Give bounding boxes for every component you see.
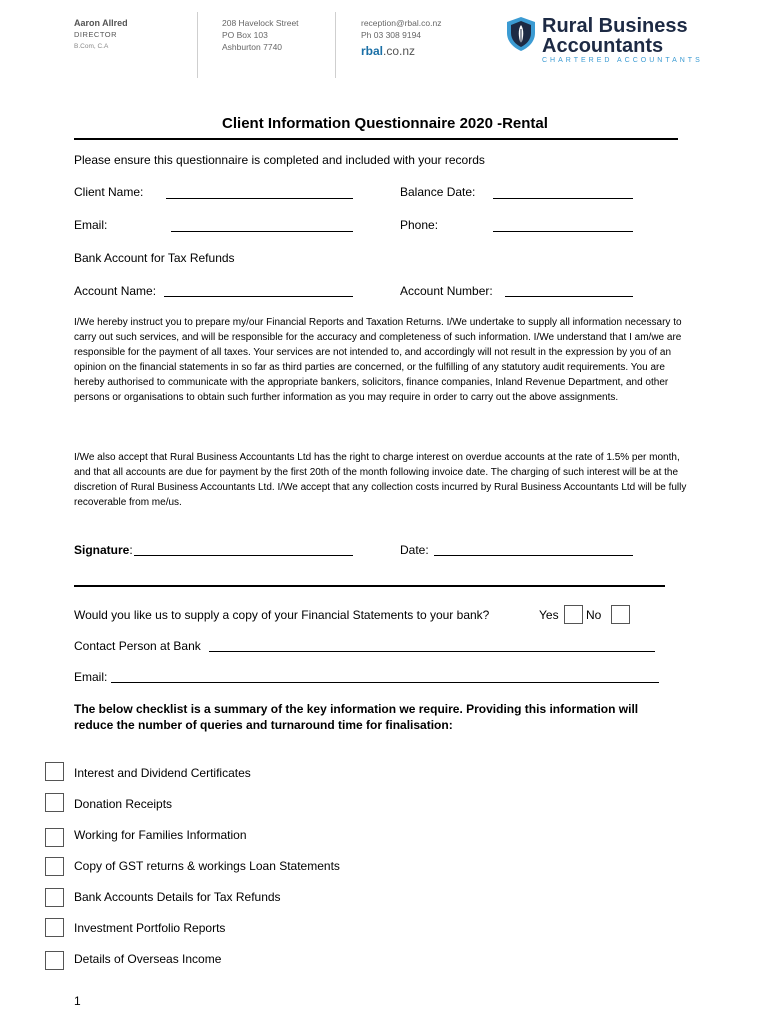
signature-label-wrap: Signature: [74, 543, 133, 557]
website-bold: rbal [361, 44, 384, 58]
signature-label: Signature [74, 543, 130, 557]
director-credentials: B.Com, C.A [74, 43, 109, 50]
checklist-checkbox[interactable] [45, 762, 64, 781]
page-number: 1 [74, 994, 81, 1008]
checklist-item: Copy of GST returns & workings Loan Statements [74, 859, 340, 873]
checklist-item: Donation Receipts [74, 797, 173, 811]
address-line-1: 208 Havelock Street [222, 18, 299, 28]
balance-date-field[interactable] [493, 198, 633, 199]
contact-person-label: Contact Person at Bank [74, 639, 201, 653]
checklist-checkbox[interactable] [45, 793, 64, 812]
brand-line-2: Accountants [542, 35, 664, 57]
client-name-field[interactable] [166, 198, 353, 199]
authority-paragraph: I/We hereby instruct you to prepare my/our Financial Reports and Taxation Returns. I/We undertake to supply all information necessary to carry out such services, and will be responsible for the accuracy and completeness of such information. I/We understand that I am/we are responsible for the payment of all taxes. Your services are not intended to, and accordingly will not result in the expression by you of an opinion on the financial statements in so far as third parties are concerned, or the fulfilling of any statutory audit requirements. You are hereby authorised to communicate with the appropriate bankers, solicitors, finance companies, Inland Revenue Department, and other persons or organisations to obtain such further information as you may require in order to carry out the above assignments. [74, 317, 682, 403]
brand-name [542, 16, 688, 56]
address-line-3: Ashburton 7740 [222, 42, 283, 52]
account-name-field[interactable] [164, 296, 353, 297]
address-block [222, 17, 299, 53]
checklist-item: Working for Families Information [74, 828, 247, 842]
client-name-label: Client Name: [74, 185, 144, 199]
section-divider [74, 585, 665, 587]
address-line-2: PO Box 103 [222, 30, 268, 40]
website-rest: .co.nz [383, 44, 416, 58]
contact-email[interactable]: reception@rbal.co.nz [361, 18, 442, 28]
checklist-checkbox[interactable] [45, 857, 64, 876]
phone-field[interactable] [493, 231, 633, 232]
checklist-checkbox[interactable] [45, 951, 64, 970]
brand-line-1: Rural Business [542, 15, 688, 37]
website-link[interactable] [361, 45, 441, 57]
intro-text: Please ensure this questionnaire is completed and included with your records [74, 153, 485, 167]
director-role: DIRECTOR [74, 30, 118, 39]
balance-date-label: Balance Date: [400, 185, 476, 199]
interest-paragraph: I/We also accept that Rural Business Accountants Ltd has the right to charge interest on overdue accounts at the rate of 1.5% per month, and that all accounts are due for payment by the first 20th of the month following invoice date. The charging of such interest will be at the discretion of Rural Business Accountants Ltd. I/We accept that any collection costs incurred by Rural Business Accountants Ltd will be fully recoverable from me/us. [74, 452, 687, 508]
checklist-checkbox[interactable] [45, 828, 64, 847]
title-underline [74, 138, 678, 140]
email-label: Email: [74, 218, 108, 232]
date-field[interactable] [434, 555, 633, 556]
email-field[interactable] [171, 231, 353, 232]
bank-account-heading: Bank Account for Tax Refunds [74, 251, 235, 265]
page-title: Client Information Questionnaire 2020 -Rental [222, 115, 548, 132]
checklist-intro: The below checklist is a summary of the key information we require. Providing this information will reduce the number of queries and turnaround time for finalisation: [74, 702, 639, 732]
signature-field[interactable] [134, 555, 353, 556]
contact-block [361, 17, 441, 57]
checklist-item: Interest and Dividend Certificates [74, 766, 251, 780]
checklist-item: Details of Overseas Income [74, 952, 222, 966]
date-label: Date: [400, 543, 429, 557]
contact-person-field[interactable] [209, 651, 655, 652]
director-name: Aaron Allred [74, 18, 128, 28]
checklist-item: Investment Portfolio Reports [74, 921, 226, 935]
account-number-field[interactable] [505, 296, 633, 297]
bank-email-label: Email: [74, 670, 108, 684]
phone-label: Phone: [400, 218, 439, 232]
checklist-checkbox[interactable] [45, 888, 64, 907]
account-number-label: Account Number: [400, 284, 493, 298]
bank-email-field[interactable] [111, 682, 659, 683]
header-divider [197, 12, 198, 78]
no-label: No [586, 608, 602, 622]
no-checkbox[interactable] [611, 605, 630, 624]
checklist-checkbox[interactable] [45, 918, 64, 937]
checklist-item: Bank Accounts Details for Tax Refunds [74, 890, 281, 904]
shield-icon [505, 16, 537, 52]
director-block [74, 17, 128, 53]
yes-checkbox[interactable] [564, 605, 583, 624]
contact-phone: Ph 03 308 9194 [361, 30, 422, 40]
account-name-label: Account Name: [74, 284, 157, 298]
yes-label: Yes [539, 608, 559, 622]
bank-copy-question: Would you like us to supply a copy of your Financial Statements to your bank? [74, 608, 490, 622]
header-divider [335, 12, 336, 78]
brand-subtitle: CHARTERED ACCOUNTANTS [542, 57, 703, 64]
